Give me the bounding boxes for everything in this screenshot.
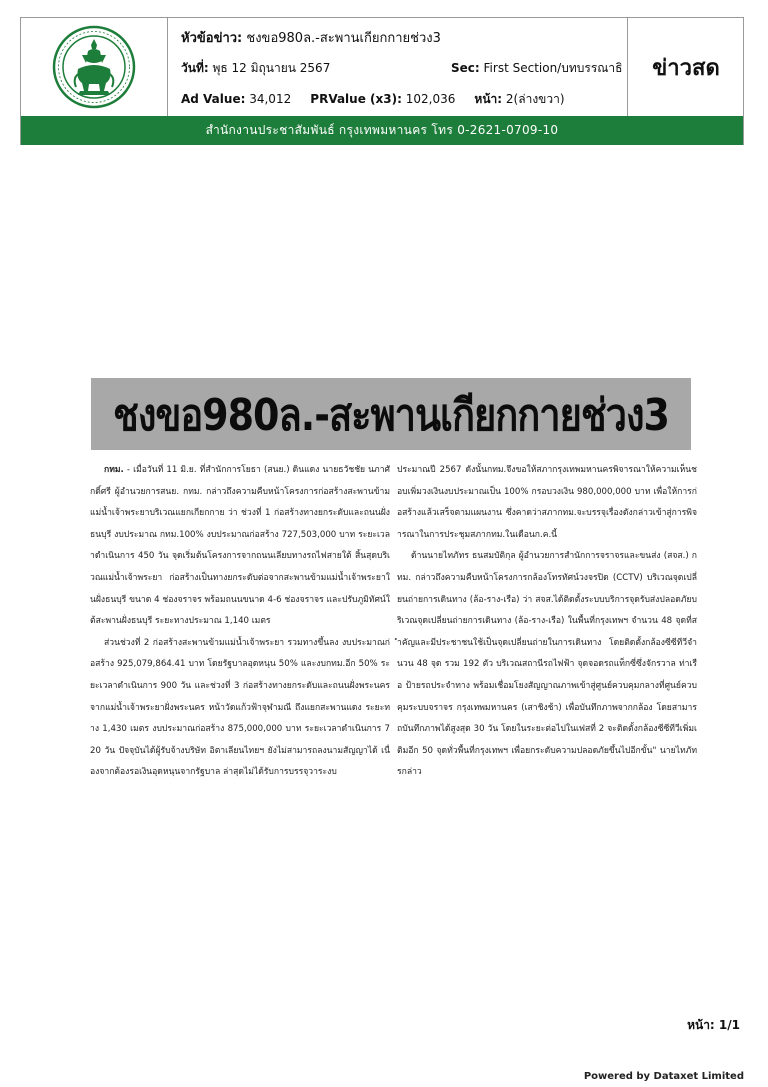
- agency-footer-bar: [21, 116, 743, 145]
- article-headline: ชงขอ980ล.-สะพานเกียกกายช่วง3: [113, 389, 669, 440]
- paragraph-text: ด้านนายไทภัทร ธนสมบัติกุล ผู้อำนวยการสำนักการจราจรและขนส่ง (สจส.) กทม. กล่าวถึงความคืบหน้าโครงการกล้องโทรทัศน์วงจรปิด (CCTV) บริเวณจุดเปลี่ยนถ่ายการเดินทาง (ล้อ-ราง-เรือ) ว่า สจส.ได้ติดตั้งระบบบริการจุดรับส่งปลอดภัยบริเวณจุดเปลี่ยนถ่ายการเดินทาง (ล้อ-ราง-เรือ) ในพื้นที่กรุงเทพฯ จำนวน 48 จุดที่สำคัญและมีประชาชนใช้เป็นจุดเปลี่ยนถ่ายในการเดินทาง โดยติดตั้งกล้องซีซีทีวีจำนวน 48 จุด รวม 192 ตัว บริเวณสถานีรถไฟฟ้า จุดจอดรถแท็กซี่ซึ่งจักรวาล ท่าเรือ ป้ายรถประจำทาง พร้อมเชื่อมโยงสัญญาณภาพเข้าสู่ศูนย์ควบคุมกลางที่ศูนย์ควบคุมระบบจราจร กรุงเทพมหานคร (เสาชิงช้า) เพื่อบันทึกภาพจากกล้อง โดยสามารถบันทึกภาพได้สูงสุด 30 วัน โดยในระยะต่อไปในเฟสที่ 2 จะติดตั้งกล้องซีซีทีวีเพิ่มเติมอีก 50 จุดทั่วพื้นที่กรุงเทพฯ เพื่อยกระดับความปลอดภัยขึ้นไปอีกขั้น" นายไทภัทรกล่าว: [397, 551, 697, 778]
- paragraph: [90, 460, 390, 633]
- paragraph-text: ประมาณปี 2567 ดังนั้นกทม.จึงขอให้สภากรุงเทพมหานครพิจารณาให้ความเห็นชอบเพิ่มวงเงินงบประมาณเป็น 100% กรอบวงเงิน 980,000,000 บาท เพื่อให้การก่อสร้างแล้วเสร็จตามแผนงาน ซึ่งคาดว่าสภากทม.จะบรรจุเรื่องดังกล่าวเข้าสู่การพิจารณาในการประชุมสภากทม.ในเดือนก.ค.นี้: [397, 465, 697, 540]
- section-value: First Section/บทบรรณาธิ: [483, 61, 623, 75]
- paragraph: [397, 460, 697, 546]
- title-row: [181, 27, 441, 48]
- paragraph-lead: กทม.: [104, 465, 124, 475]
- paragraph: [90, 633, 390, 784]
- title-label: หัวข้อข่าว:: [181, 31, 243, 46]
- date-value: พุธ 12 มิถุนายน 2567: [212, 61, 331, 75]
- article-headline-box: [91, 378, 691, 450]
- article-column-left: [90, 460, 390, 784]
- paragraph-text: - เมื่อวันที่ 11 มิ.ย. ที่สำนักการโยธา (สนย.) ดินแดง นายธวัชชัย นภาศักดิ์ศรี ผู้อำนวยการสนย. กทม. กล่าวถึงความคืบหน้าโครงการก่อสร้างสะพานข้ามแม่น้ำเจ้าพระยาบริเวณแยกเกียกกาย ว่า ช่วงที่ 1 ก่อสร้างทางยกระดับและถนนฝั่งธนบุรี งบประมาณ กทม.100% งบประมาณก่อสร้าง 727,503,000 บาท ระยะเวลาดำเนินการ 450 วัน จุดเริ่มต้นโครงการจากถนนเลียบทางรถไฟสายใต้ สิ้นสุดบริเวณแม่น้ำเจ้าพระยา ก่อสร้างเป็นทางยกระดับต่อจากสะพานข้ามแม่น้ำเจ้าพระยาในฝั่งธนบุรี ขนาด 4 ช่องจราจร พร้อมถนนขนาด 4-6 ช่องจราจร และปรับภูมิทัศน์ใต้สะพานฝั่งธนบุรี ระยะทางประมาณ 1,140 เมตร: [90, 465, 390, 627]
- page-indicator: หน้า: 1/1: [687, 1018, 740, 1032]
- article-column-right: [397, 460, 697, 784]
- ad-value: 34,012: [249, 92, 292, 106]
- tag-cell: [627, 18, 744, 116]
- page-label: หน้า:: [474, 92, 503, 106]
- date-row: [181, 59, 330, 78]
- clipping-header: [20, 17, 744, 145]
- page-value: 2(ล่างขวา): [505, 92, 565, 106]
- section-label: Sec:: [451, 61, 480, 75]
- bma-seal-logo: [52, 25, 136, 109]
- paragraph: [397, 546, 697, 784]
- paragraph-text: ส่วนช่วงที่ 2 ก่อสร้างสะพานข้ามแม่น้ำเจ้าพระยา รวมทางขึ้นลง งบประมาณก่อสร้าง 925,079,864.41 บาท โดยรัฐบาลอุดหนุน 50% และงบกทม.อีก 50% ระยะเวลาดำเนินการ 900 วัน และช่วงที่ 3 ก่อสร้างทางยกระดับและถนนฝั่งพระนคร จากแม่น้ำเจ้าพระยาฝั่งพระนคร หน้าวัดแก้วฟ้าจุฬามณี ถึงแยกสะพานแดง ระยะทาง 1,430 เมตร งบประมาณก่อสร้าง 875,000,000 บาท ระยะเวลาดำเนินการ 720 วัน ปัจจุบันได้ผู้รับจ้างบริษัท อิตาเลียนไทยฯ ยังไม่สามารถลงนามสัญญาได้ เนื่องจากต้องรอเงินอุดหนุนจากรัฐบาล ล่าสุดไม่ได้รับการบรรจุวาระงบ: [90, 637, 390, 778]
- agency-contact-text: สำนักงานประชาสัมพันธ์ กรุงเทพมหานคร โทร 0-2621-0709-10: [205, 123, 559, 137]
- ad-value-label: Ad Value:: [181, 92, 246, 106]
- title-value: ชงขอ980ล.-สะพานเกียกกายช่วง3: [246, 31, 441, 46]
- pr-value: 102,036: [405, 92, 456, 106]
- info-cell: [181, 18, 627, 116]
- value-row: [181, 90, 565, 109]
- logo-cell: [21, 18, 168, 116]
- date-label: วันที่:: [181, 61, 209, 75]
- newspaper-tag: ข่าวสด: [652, 55, 720, 81]
- powered-by-credit: Powered by Dataxet Limited: [583, 1071, 744, 1082]
- section-row: [451, 59, 622, 78]
- pr-value-label: PRValue (x3):: [310, 92, 402, 106]
